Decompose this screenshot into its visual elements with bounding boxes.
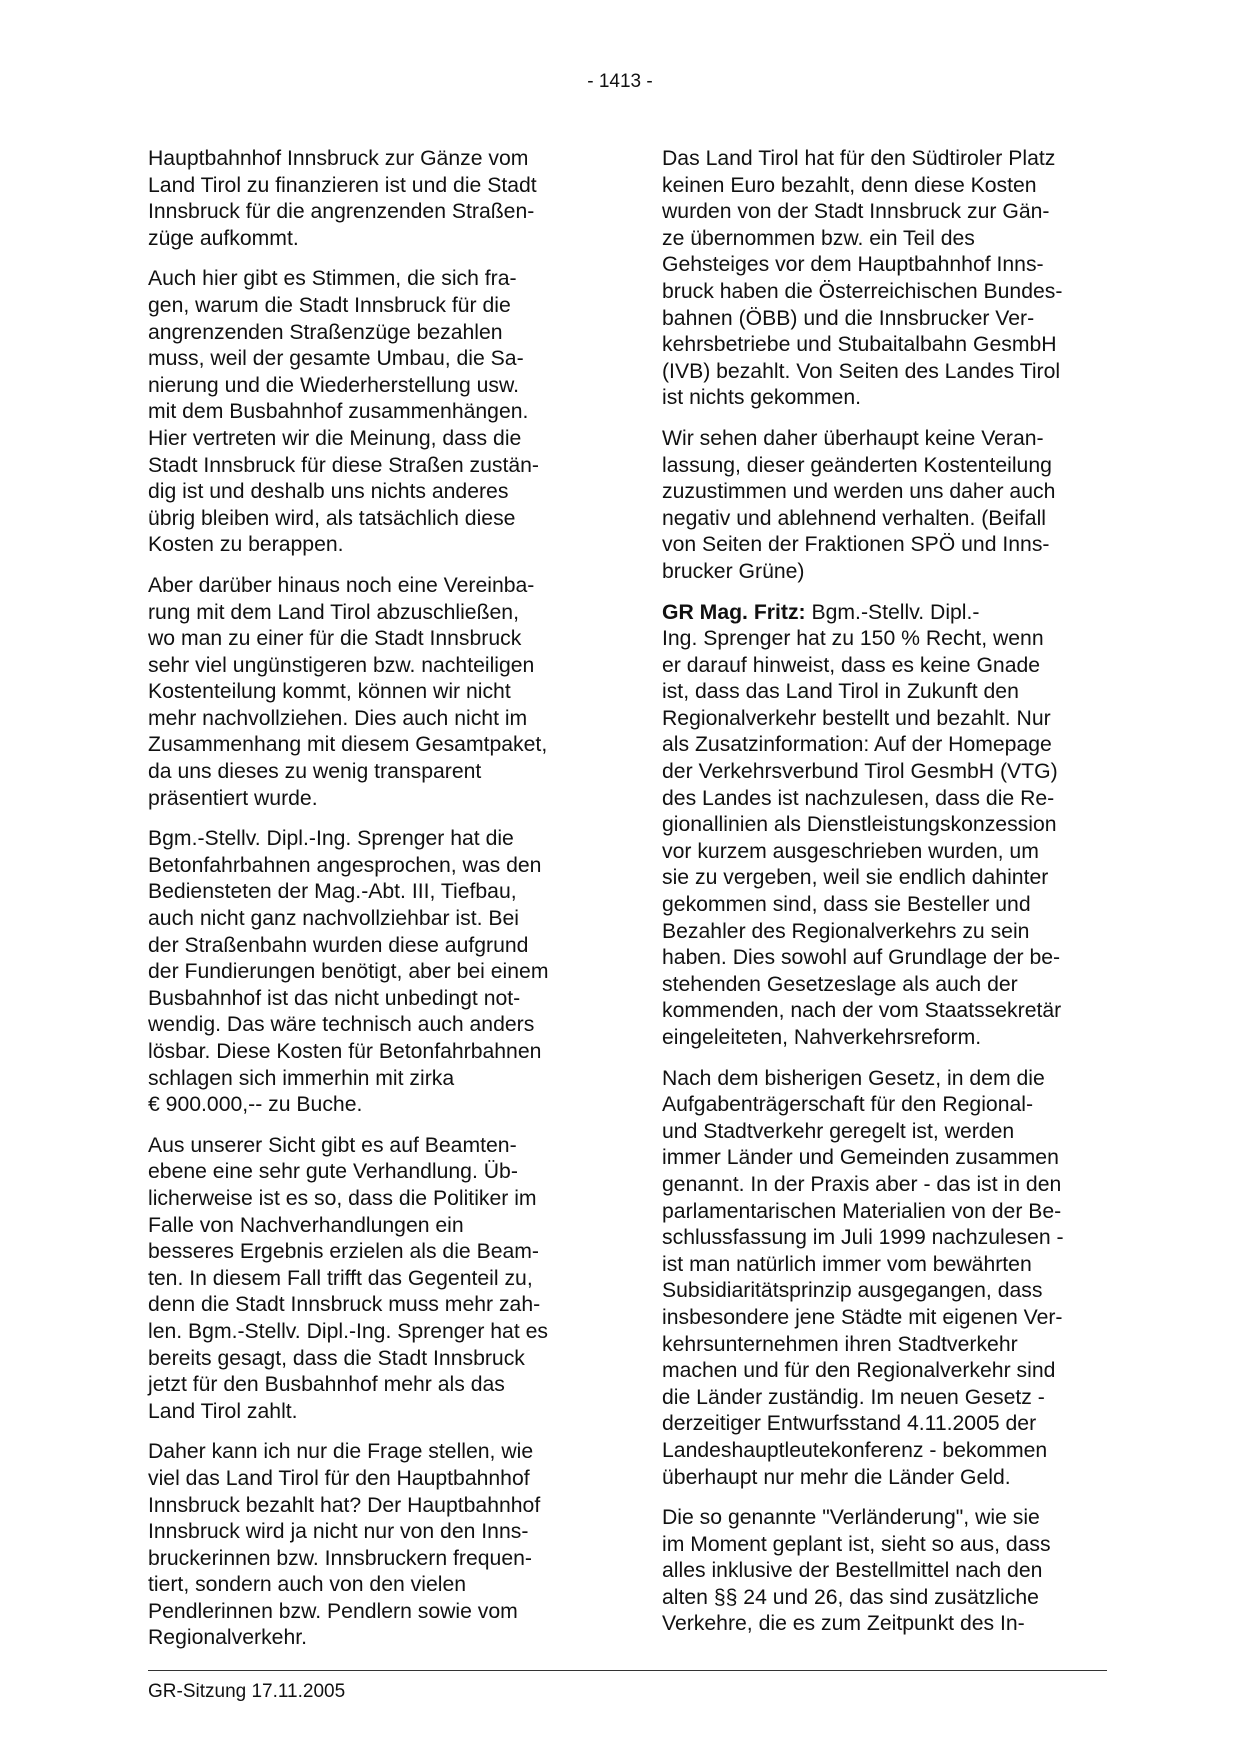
- paragraph: Nach dem bisherigen Gesetz, in dem die Aufgabenträgerschaft für den Regional- und Stadtverkehr geregelt ist, werden immer Länder und Gemeinden zusammen genannt. In der Praxis aber - das ist in den parlamentarischen Materialien von der Be- schlussfassung im Juli 1999 nachzulesen - ist man natürlich immer vom bewährten Subsidiaritätsprinzip ausgegangen, dass insbesondere jene Städte mit eigenen Ver- kehrsunternehmen ihren Stadtverkehr machen und für den Regionalverkehr sind die Länder zuständig. Im neuen Gesetz - derzeitiger Entwurfsstand 4.11.2005 der Landeshauptleutekonferenz - bekommen überhaupt nur mehr die Länder Geld.: [662, 1066, 1064, 1489]
- right-column: [662, 146, 1102, 1652]
- paragraph: Bgm.-Stellv. Dipl.-Ing. Sprenger hat die Betonfahrbahnen angesprochen, was den Bediensteten der Mag.-Abt. III, Tiefbau, auch nicht ganz nachvollziehbar ist. Bei der Straßenbahn wurden diese aufgrund der Fundierungen benötigt, aber bei einem Busbahnhof ist das nicht unbedingt not- wendig. Das wäre technisch auch anders lösbar. Diese Kosten für Betonfahrbahnen schlagen sich immerhin mit zirka € 900.000,-- zu Buche.: [148, 827, 549, 1117]
- paragraph: Aber darüber hinaus noch eine Vereinba- rung mit dem Land Tirol abzuschließen, wo man zu einer für die Stadt Innsbruck sehr viel ungünstigeren bzw. nachteiligen Kostenteilung kommt, können wir nicht mehr nachvollziehen. Dies auch nicht im Zusammenhang mit diesem Gesamtpaket, da uns dieses zu wenig transparent präsentiert wurde.: [148, 573, 548, 810]
- footer-session-date: GR-Sitzung 17.11.2005: [148, 1681, 346, 1702]
- paragraph: Daher kann ich nur die Frage stellen, wie viel das Land Tirol für den Hauptbahnhof Innsbruck bezahlt hat? Der Hauptbahnhof Innsbruck wird ja nicht nur von den Inns- bruckerinnen bzw. Innsbruckern frequen- tiert, sondern auch von den vielen Pendlerinnen bzw. Pendlern sowie vom Regionalverkehr.: [148, 1440, 541, 1650]
- paragraph: Das Land Tirol hat für den Südtiroler Platz keinen Euro bezahlt, denn diese Kosten wurden von der Stadt Innsbruck zur Gän- ze übernommen bzw. ein Teil des Gehsteiges vor dem Hauptbahnhof Inns- bruck haben die Österreichischen Bundes- bahnen (ÖBB) und die Innsbrucker Ver- kehrsbetriebe und Stubaitalbahn GesmbH (IVB) bezahlt. Von Seiten des Landes Tirol ist nichts gekommen.: [662, 147, 1063, 410]
- paragraph: Hauptbahnhof Innsbruck zur Gänze vom Land Tirol zu finanzieren ist und die Stadt Innsbruck für die angrenzenden Straßen- züge aufkommt.: [148, 147, 537, 250]
- paragraph: Aus unserer Sicht gibt es auf Beamten- ebene eine sehr gute Verhandlung. Üb- licherweise ist es so, dass die Politiker im Falle von Nachverhandlungen ein besseres Ergebnis erzielen als die Beam- ten. In diesem Fall trifft das Gegenteil zu, denn die Stadt Innsbruck muss mehr zah- len. Bgm.-Stellv. Dipl.-Ing. Sprenger hat es bereits gesagt, dass die Stadt Innsbruck jetzt für den Busbahnhof mehr als das Land Tirol zahlt.: [148, 1133, 548, 1423]
- footer-divider: [148, 1670, 1107, 1671]
- page-number: - 1413 -: [587, 71, 653, 92]
- paragraph: Auch hier gibt es Stimmen, die sich fra- gen, warum die Stadt Innsbruck für die angrenzenden Straßenzüge bezahlen muss, weil der gesamte Umbau, die Sa- nierung und die Wiederherstellung usw. mit dem Busbahnhof zusammenhängen. Hier vertreten wir die Meinung, dass die Stadt Innsbruck für diese Straßen zustän- dig ist und deshalb uns nichts anderes übrig bleiben wird, als tatsächlich diese Kosten zu berappen.: [148, 267, 539, 557]
- paragraph: Wir sehen daher überhaupt keine Veran- lassung, dieser geänderten Kostenteilung zuzustimmen und werden uns daher auch negativ und ablehnend verhalten. (Beifall von Seiten der Fraktionen SPÖ und Inns- brucker Grüne): [662, 426, 1056, 583]
- paragraph: Die so genannte "Verländerung", wie sie im Moment geplant ist, sieht so aus, dass alles inklusive der Bestellmittel nach den alten §§ 24 und 26, das sind zusätzliche Verkehre, die es zum Zeitpunkt des In-: [662, 1506, 1051, 1636]
- speaker-name: GR Mag. Fritz:: [662, 600, 806, 624]
- left-column: [148, 146, 588, 1666]
- speech-text: Bgm.-Stellv. Dipl.- Ing. Sprenger hat zu 150 % Recht, wenn er darauf hinweist, dass es keine Gnade ist, dass das Land Tirol in Zukunft den Regionalverkehr bestellt und bezahlt. Nur als Zusatzinformation: Auf der Homepage der Verkehrsverbund Tirol GesmbH (VTG) des Landes ist nachzulesen, dass die Re- gionallinien als Dienstleistungskonzession vor kurzem ausgeschrieben wurden, um sie zu vergeben, weil sie endlich dahinter gekommen sind, dass sie Besteller und Bezahler des Regionalverkehrs zu sein haben. Dies sowohl auf Grundlage der be- stehenden Gesetzeslage als auch der kommenden, nach der vom Staatssekretär eingeleiteten, Nahverkehrsreform.: [662, 600, 1062, 1049]
- speaker-paragraph: [662, 600, 1102, 1052]
